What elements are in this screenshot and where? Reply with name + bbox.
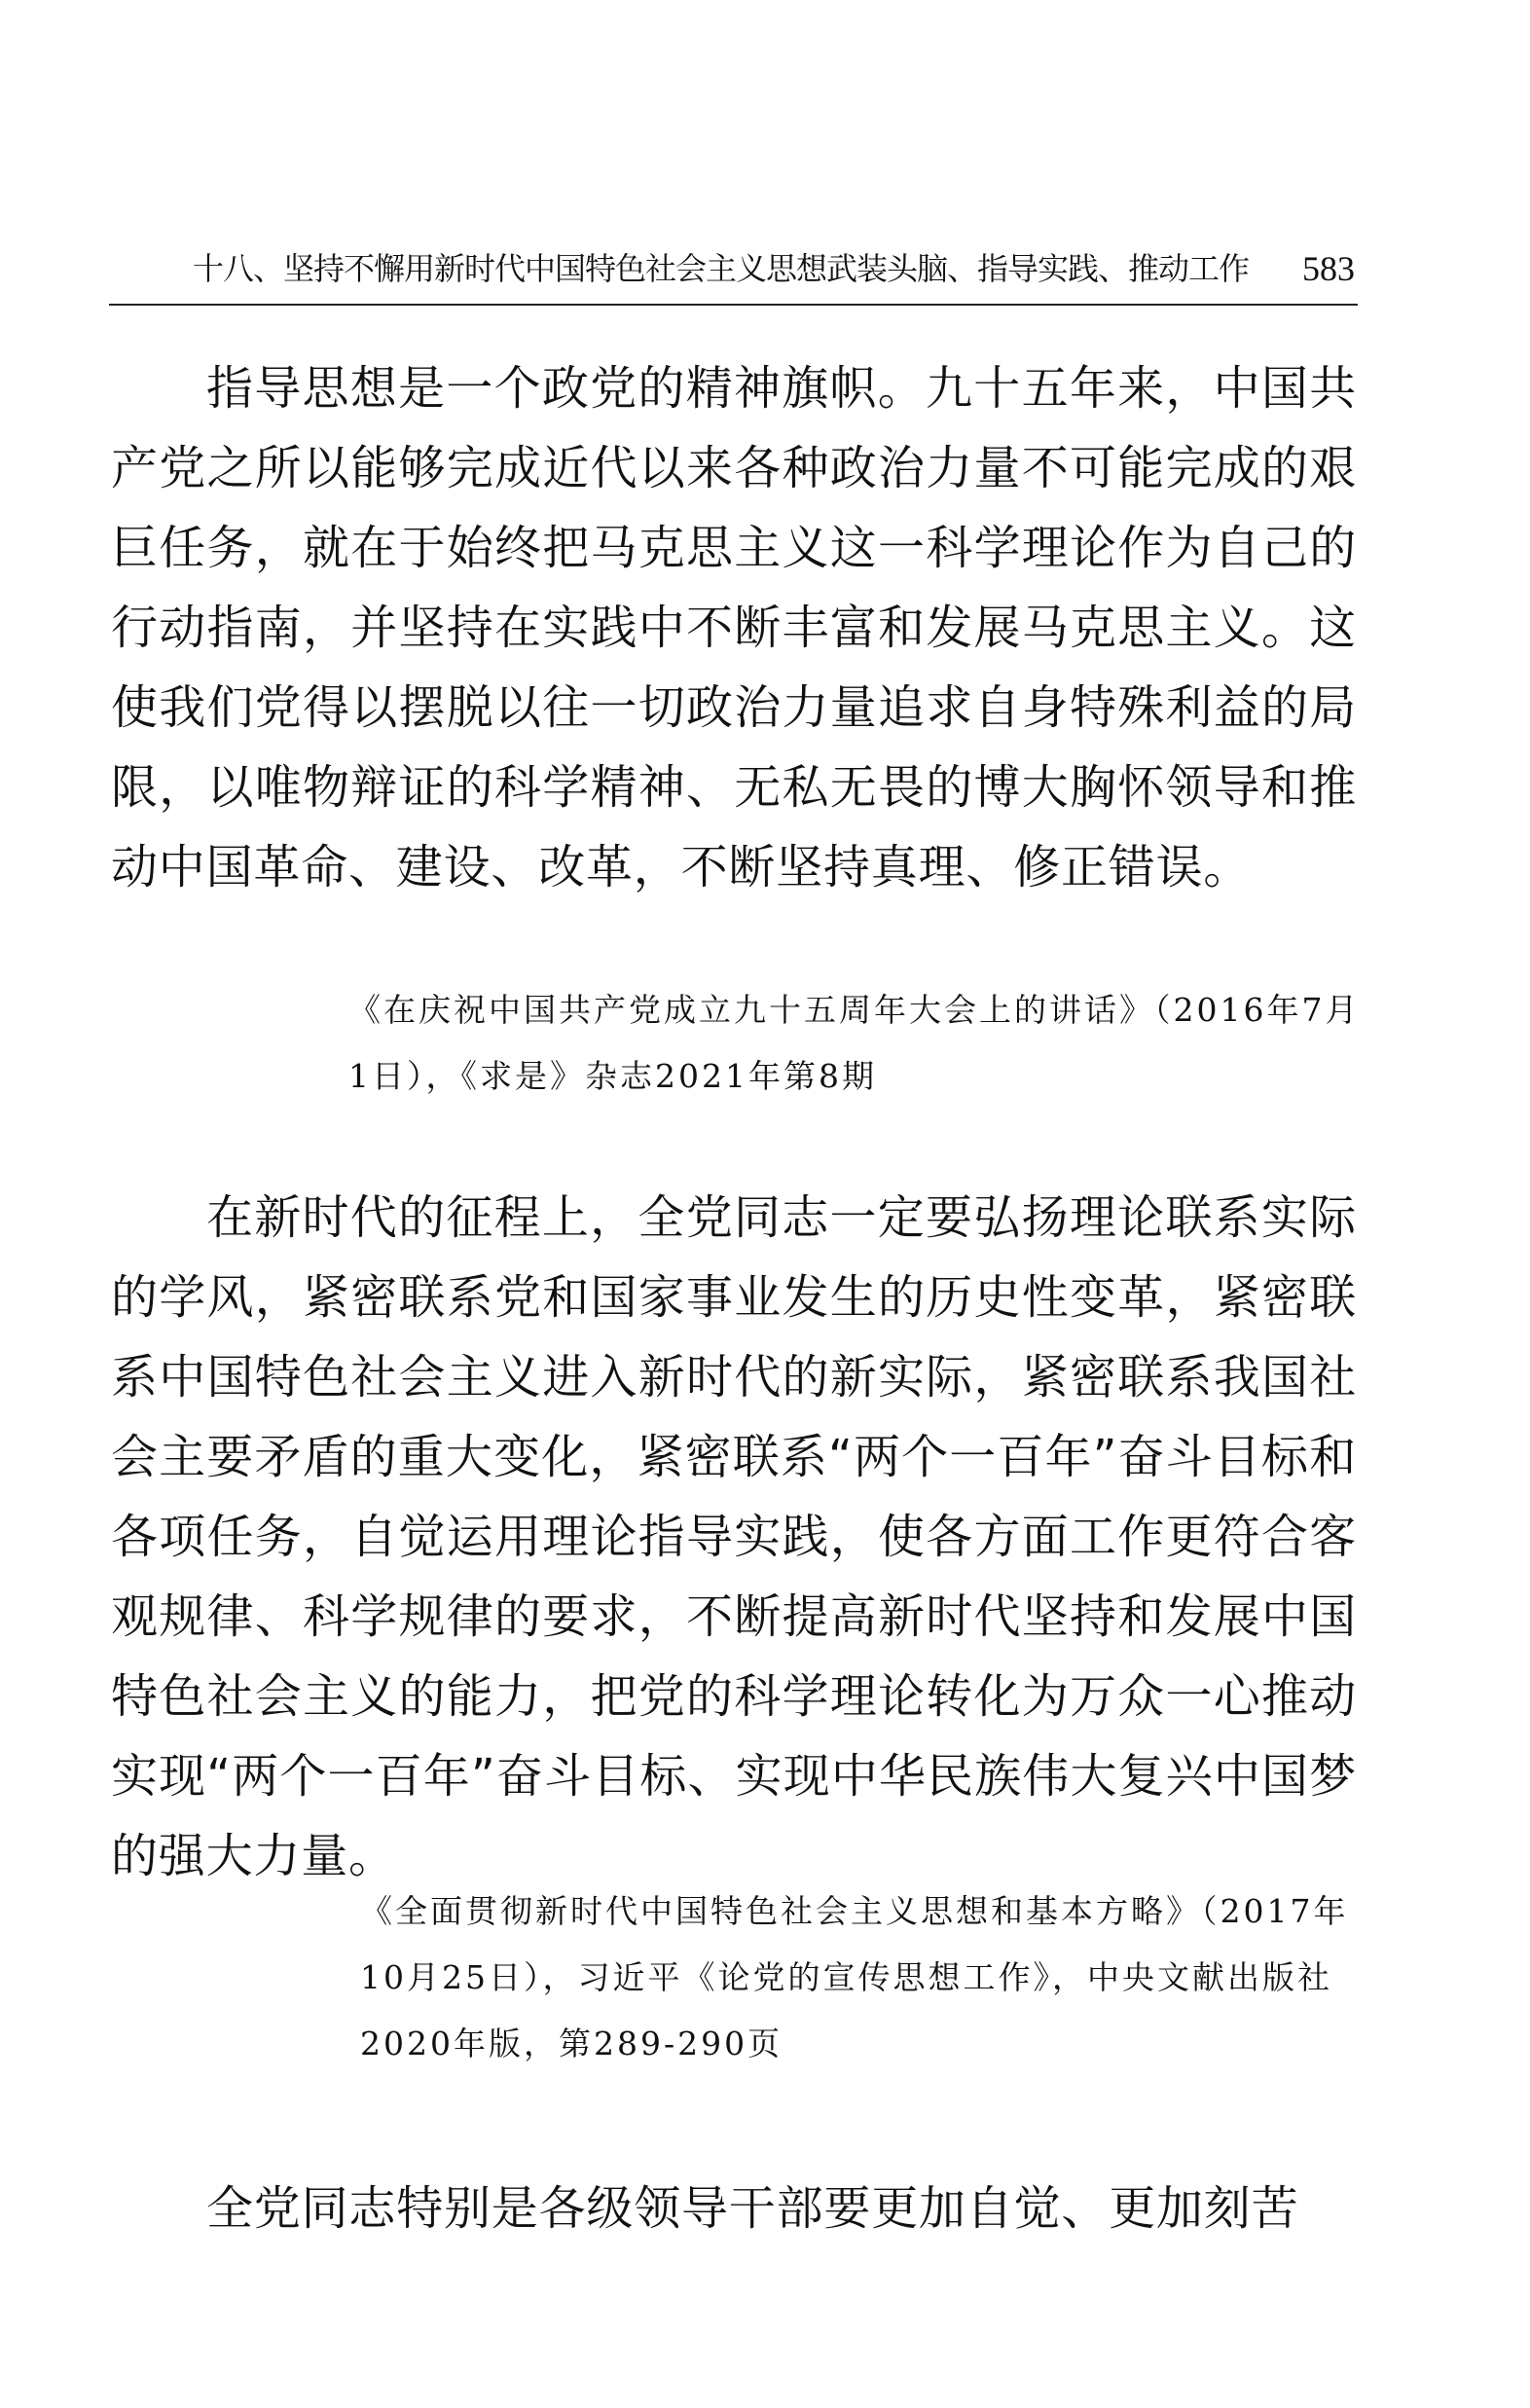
source-citation: 《全面贯彻新时代中国特色社会主义思想和基本方略》（2017年10月25日），习近平《论党的宣传思想工作》，中央文献出版社2020年版，第289-290页 bbox=[360, 1892, 1349, 2062]
body-paragraph: 在新时代的征程上，全党同志一定要弘扬理论联系实际的学风，紧密联系党和国家事业发生的历史性变革，紧密联系中国特色社会主义进入新时代的新实际，紧密联系我国社会主要矛盾的重大变化，紧密联系“两个一百年”奋斗目标和各项任务，自觉运用理论指导实践，使各方面工作更符合客观规律、科学规律的要求，不断提高新时代坚持和发展中国特色社会主义的能力，把党的科学理论转化为万众一心推动实现“两个一百年”奋斗目标、实现中华民族伟大复兴中国梦的强大力量。 bbox=[111, 1190, 1357, 1883]
running-title: 十八、坚持不懈用新时代中国特色社会主义思想武装头脑、指导实践、推动工作 bbox=[193, 250, 1250, 287]
source-citation: 《在庆祝中国共产党成立九十五周年大会上的讲话》（2016年7月1日），《求是》杂志2021年第8期 bbox=[348, 991, 1361, 1095]
header-rule bbox=[109, 304, 1358, 306]
body-paragraph: 指导思想是一个政党的精神旗帜。九十五年来，中国共产党之所以能够完成近代以来各种政治力量不可能完成的艰巨任务，就在于始终把马克思主义这一科学理论作为自己的行动指南，并坚持在实践中不断丰富和发展马克思主义。这使我们党得以摆脱以往一切政治力量追求自身特殊利益的局限，以唯物辩证的科学精神、无私无畏的博大胸怀领导和推动中国革命、建设、改革，不断坚持真理、修正错误。 bbox=[111, 361, 1357, 894]
running-header bbox=[115, 239, 1355, 298]
body-paragraph: 全党同志特别是各级领导干部要更加自觉、更加刻苦 bbox=[206, 2181, 1299, 2236]
page-number: 583 bbox=[1302, 249, 1355, 288]
